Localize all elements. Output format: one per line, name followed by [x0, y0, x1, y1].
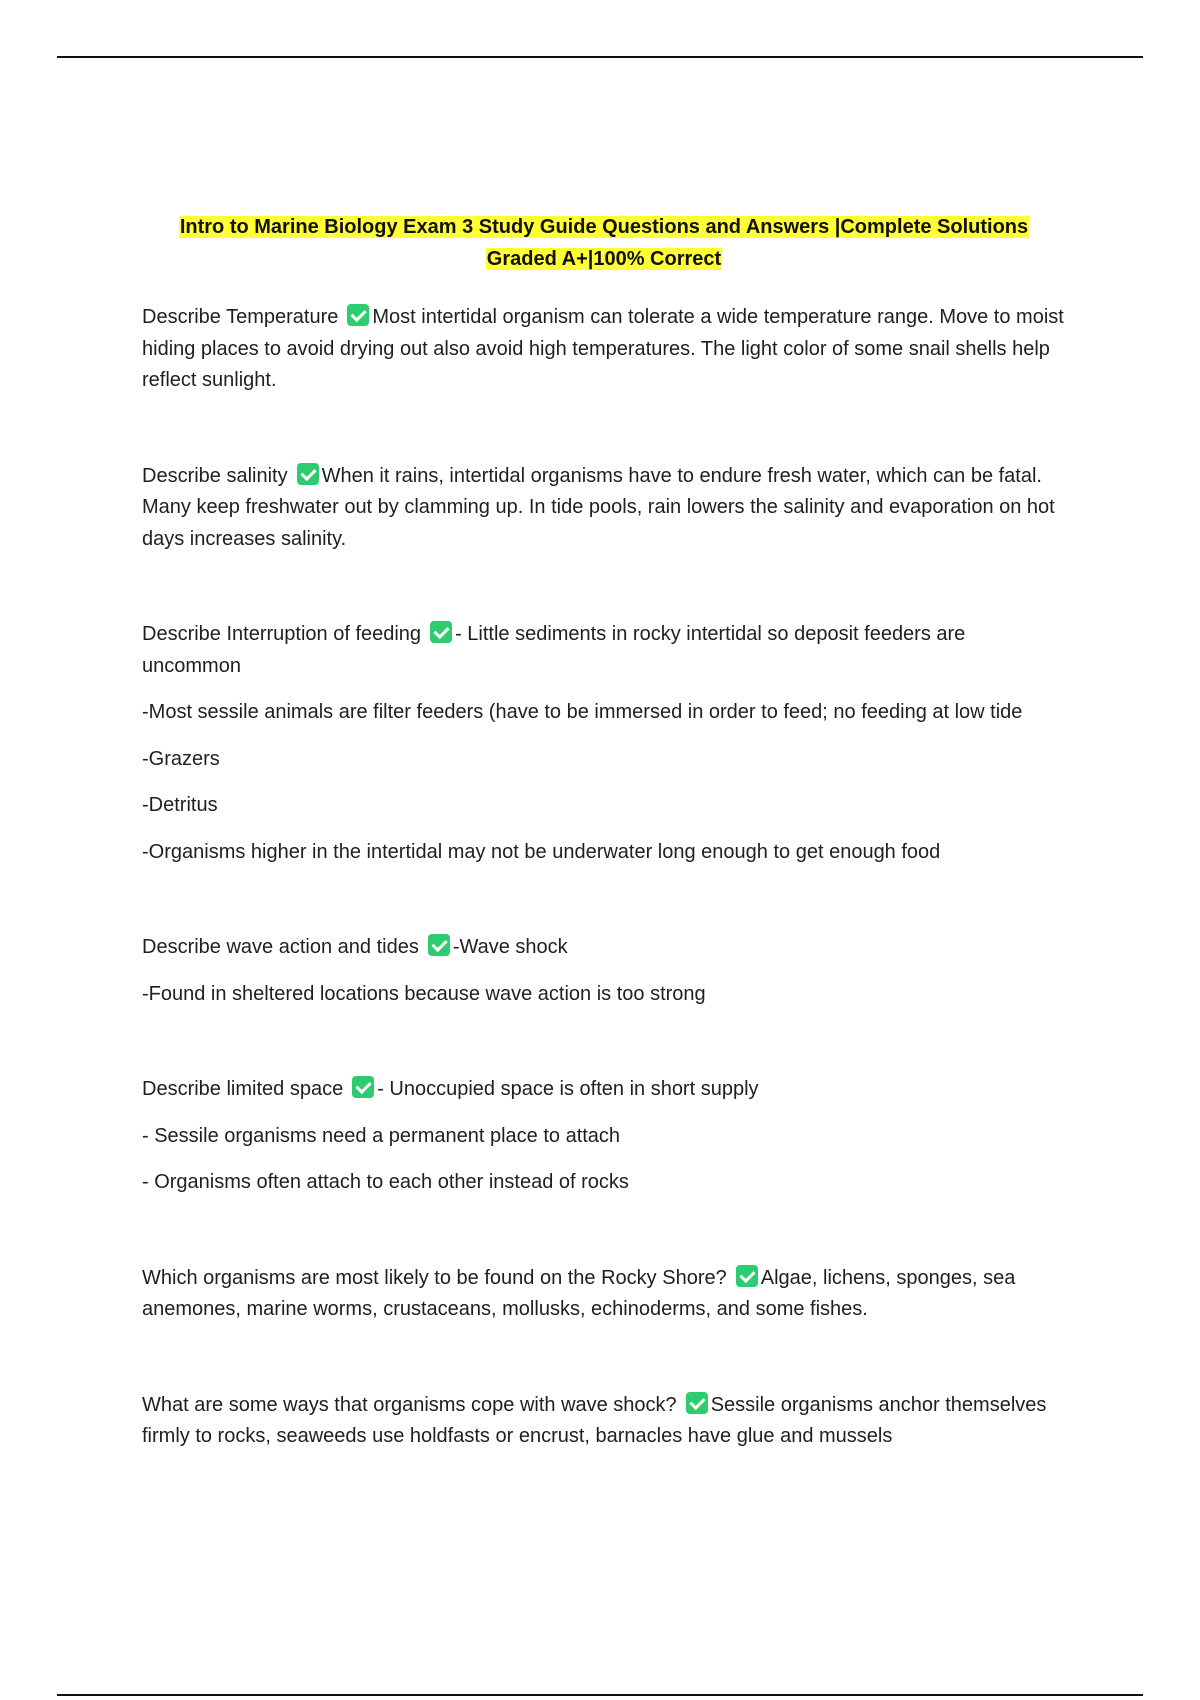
answer-text: Sessile organisms anchor themselves firmly to rocks, seaweeds use holdfasts or encrust, barnacles have glue and mussels [142, 1393, 1047, 1447]
question-text: Describe Interruption of feeding [142, 623, 422, 645]
answer-extra-line: -Grazers [142, 747, 220, 770]
qa-question-line [142, 461, 1066, 556]
answer-extra-line: -Found in sheltered locations because wave action is too strong [142, 982, 706, 1005]
question-text: Describe salinity [142, 464, 288, 487]
title-block [142, 212, 1066, 276]
answer-text: -Wave shock [452, 936, 568, 958]
check-mark-icon [347, 304, 369, 326]
question-text: Describe Temperature [142, 306, 339, 328]
check-mark-icon [428, 934, 450, 956]
qa-question-line [142, 302, 1066, 397]
qa-question-line [142, 619, 1066, 682]
check-mark-icon [736, 1265, 758, 1287]
answer-text: - Little sediments in rocky intertidal so deposit feeders are uncommon [142, 623, 966, 677]
answer-text: When it rains, intertidal organisms have to endure fresh water, which can be fatal. Many keep freshwater out by clamming up. In tide pools, rain lowers the salinity and evaporation on hot days increases salinity. [142, 464, 1055, 550]
qa-question-line [142, 1390, 1066, 1453]
qa-item [142, 302, 1066, 397]
check-mark-icon [430, 621, 452, 643]
qa-item [142, 461, 1066, 556]
qa-item [142, 932, 1066, 1010]
answer-text: Most intertidal organism can tolerate a wide temperature range. Move to moist hiding places to avoid drying out also avoid high temperatures. The light color of some snail shells help reflect sunlight. [142, 306, 1064, 391]
question-text: Describe wave action and tides [142, 936, 419, 958]
check-mark-icon [686, 1392, 708, 1414]
answer-text: Algae, lichens, sponges, sea anemones, marine worms, crustaceans, mollusks, echinoderms, and some fishes. [142, 1266, 1016, 1320]
document-title: Intro to Marine Biology Exam 3 Study Guide Questions and Answers |Complete Solutions Graded A+|100% Correct [179, 216, 1029, 270]
qa-list [142, 302, 1066, 1453]
answer-text: - Unoccupied space is often in short supply [377, 1078, 759, 1100]
question-text: What are some ways that organisms cope with wave shock? [142, 1393, 677, 1416]
check-mark-icon [352, 1076, 374, 1098]
qa-item [142, 1390, 1066, 1453]
qa-item [142, 1263, 1066, 1326]
top-rule [57, 56, 1143, 58]
bottom-rule [57, 1694, 1143, 1696]
qa-item [142, 1074, 1066, 1199]
qa-question-line [142, 1263, 1066, 1326]
answer-extra-line: - Organisms often attach to each other instead of rocks [142, 1171, 629, 1193]
qa-question-line [142, 1074, 1066, 1106]
answer-extra-line: -Organisms higher in the intertidal may not be underwater long enough to get enough food [142, 840, 941, 863]
answer-extra-line: -Detritus [142, 794, 218, 816]
check-mark-icon [297, 463, 319, 485]
answer-extra-line: -Most sessile animals are filter feeders (have to be immersed in order to feed; no feeding at low tide [142, 701, 1023, 723]
answer-extra-line: - Sessile organisms need a permanent place to attach [142, 1124, 621, 1147]
document-body [142, 212, 1066, 1468]
question-text: Describe limited space [142, 1078, 344, 1100]
qa-item [142, 619, 1066, 868]
question-text: Which organisms are most likely to be found on the Rocky Shore? [142, 1266, 727, 1289]
qa-question-line [142, 932, 1066, 964]
